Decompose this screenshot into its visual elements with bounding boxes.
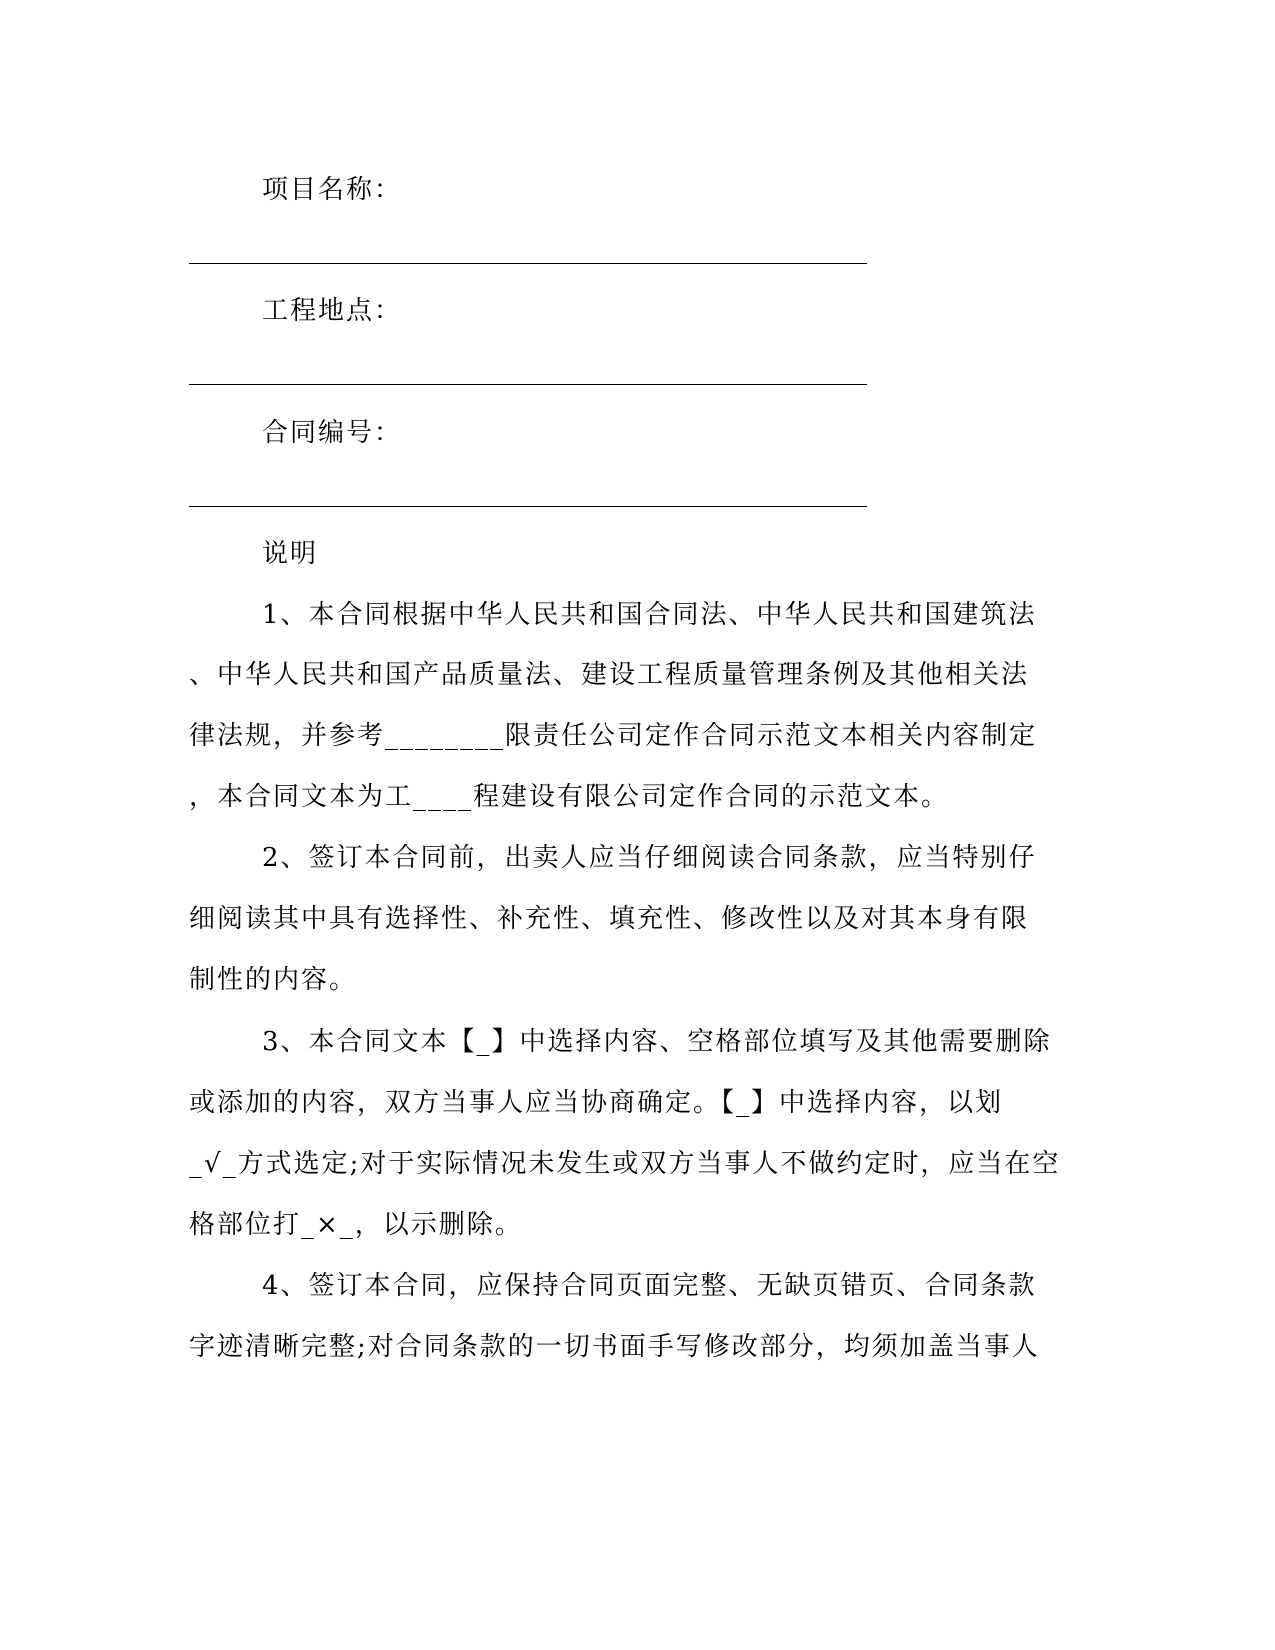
note-2-line-3: 制性的内容。 xyxy=(189,965,358,995)
notes-heading: 说明 xyxy=(262,539,319,569)
note-2-line-2: 细阅读其中具有选择性、补充性、填充性、修改性以及对其本身有限 xyxy=(189,904,1030,934)
note-3-line-4: 格部位打_×_，以示删除。 xyxy=(189,1210,523,1240)
contract-no-label: 合同编号： xyxy=(262,418,403,448)
note-4-line-1: 4、签订本合同，应保持合同页面完整、无缺页错页、合同条款 xyxy=(262,1271,1037,1301)
site-label: 工程地点： xyxy=(262,296,403,326)
project-name-label: 项目名称： xyxy=(262,175,403,205)
note-1-line-2: 、中华人民共和国产品质量法、建设工程质量管理条例及其他相关法 xyxy=(189,660,1030,690)
note-4-line-2: 字迹清晰完整;对合同条款的一切书面手写修改部分，均须加盖当事人 xyxy=(189,1332,1040,1362)
note-1-line-1: 1、本合同根据中华人民共和国合同法、中华人民共和国建筑法 xyxy=(262,600,1037,630)
site-blank xyxy=(189,384,867,385)
note-2-line-1: 2、签订本合同前，出卖人应当仔细阅读合同条款，应当特别仔 xyxy=(262,843,1037,873)
contract-no-blank xyxy=(189,506,867,507)
note-1-line-4: ，本合同文本为工____程建设有限公司定作合同的示范文本。 xyxy=(189,782,950,812)
note-1-line-3: 律法规，并参考________限责任公司定作合同示范文本相关内容制定 xyxy=(189,721,1038,751)
note-3-line-1: 3、本合同文本【_】中选择内容、空格部位填写及其他需要删除 xyxy=(262,1027,1052,1057)
note-3-line-2: 或添加的内容，双方当事人应当协商确定。【_】中选择内容，以划 xyxy=(189,1088,1004,1118)
note-3-line-3: _√_方式选定;对于实际情况未发生或双方当事人不做约定时，应当在空 xyxy=(189,1149,1061,1179)
project-name-blank xyxy=(189,263,867,264)
